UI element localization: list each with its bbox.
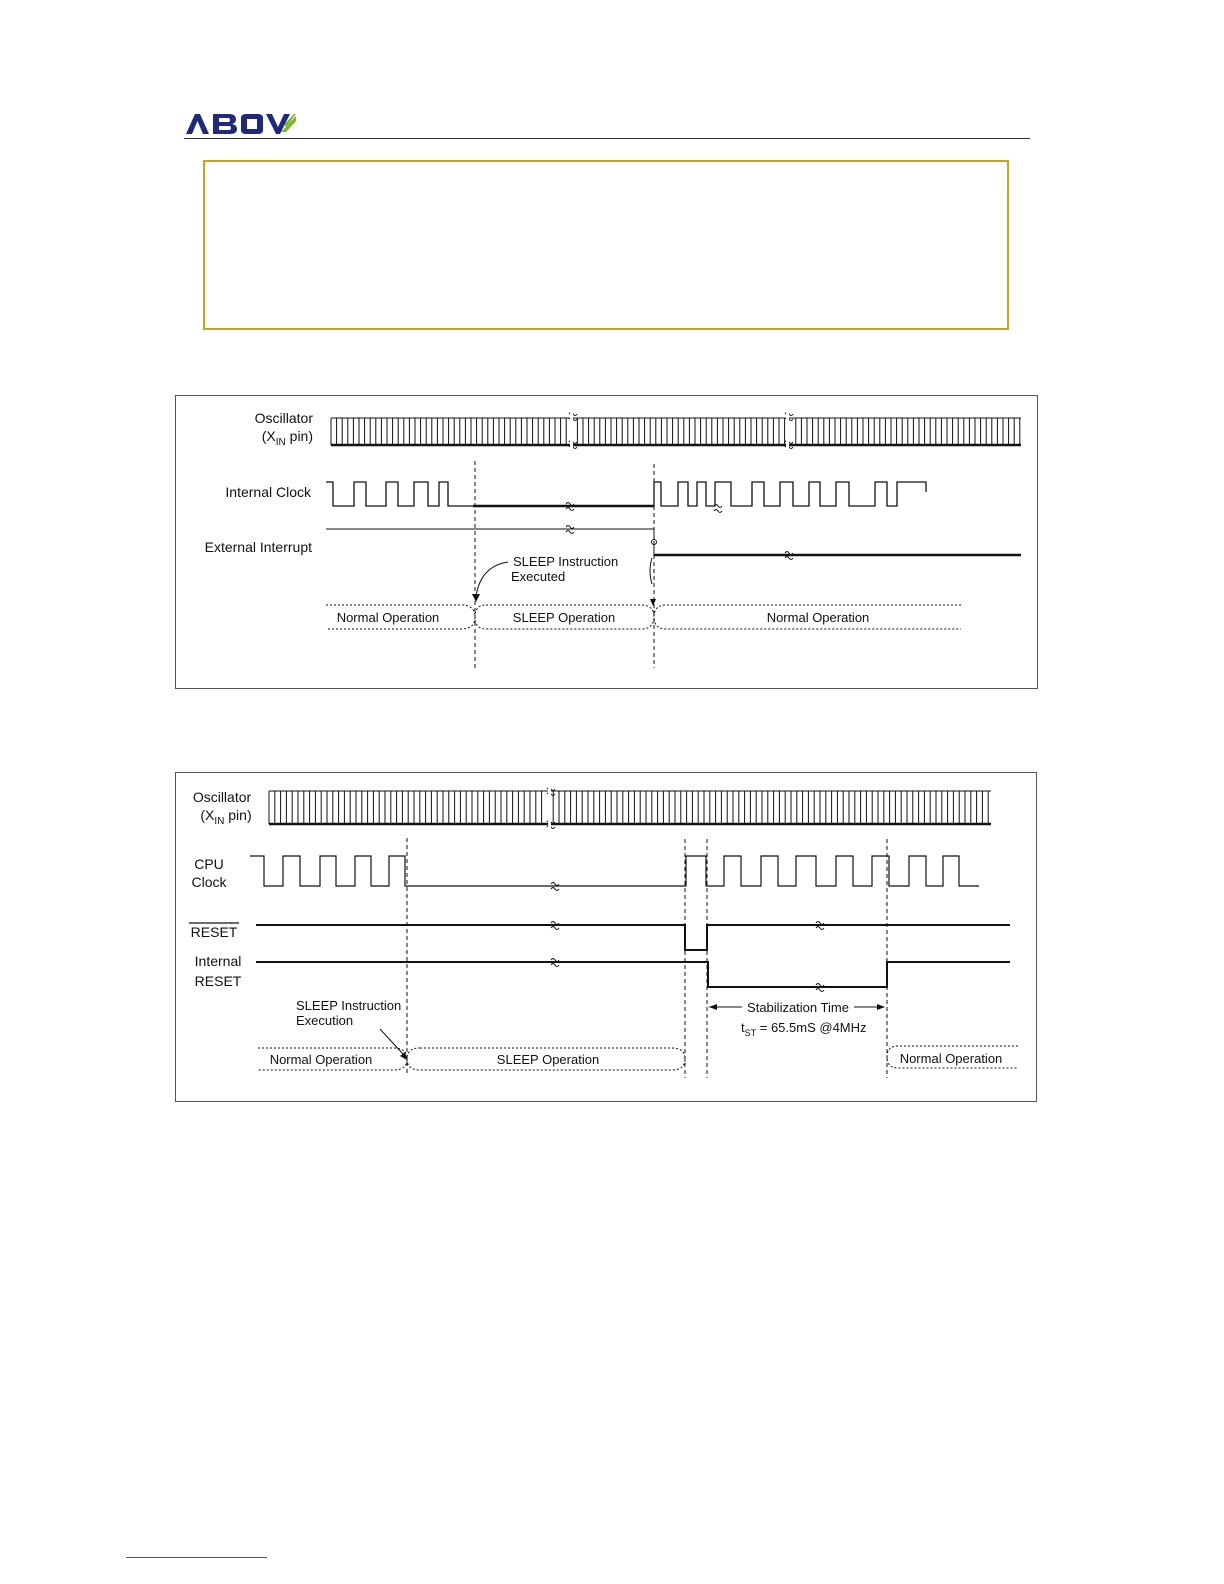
arrow-head — [877, 1004, 885, 1010]
reset-label: RESET — [190, 924, 238, 940]
internal-clock-waveform — [326, 482, 926, 506]
phase-sleep-operation: SLEEP Operation — [512, 610, 616, 625]
phase-normal-operation-1: Normal Operation — [269, 1052, 373, 1067]
oscillator-label-line1: Oscillator — [254, 410, 313, 426]
note-box — [203, 160, 1009, 330]
interrupt-wake-arrow — [650, 558, 652, 584]
stabilization-time-label: Stabilization Time — [747, 1000, 849, 1015]
abov-logo — [186, 112, 296, 136]
sleep-instruction-arrow — [476, 562, 508, 596]
sleep-instruction-note-line1: SLEEP Instruction — [296, 998, 402, 1013]
header-rule — [184, 138, 1030, 139]
internal-reset-label-line1: Internal — [194, 953, 242, 969]
timing-diagram-sleep-release-by-reset — [175, 772, 1037, 1102]
phase-normal-operation-1: Normal Operation — [336, 610, 440, 625]
internal-reset-label-line2: RESET — [194, 973, 242, 989]
timing-diagram-sleep-release-by-interrupt — [175, 395, 1038, 689]
oscillator-waveform — [331, 418, 1021, 445]
cpu-clock-label-line2: Clock — [191, 874, 227, 890]
reset-pin-waveform — [256, 925, 1010, 950]
oscillator-waveform — [269, 791, 991, 824]
phase-sleep-operation: SLEEP Operation — [496, 1052, 600, 1067]
oscillator-label — [255, 410, 314, 448]
sleep-instruction-note-line2: Executed — [511, 569, 566, 584]
cpu-clock-waveform — [250, 856, 979, 886]
arrow-head — [709, 1004, 717, 1010]
arrow-head — [650, 599, 656, 606]
sleep-instruction-note-line1: SLEEP Instruction — [513, 554, 619, 569]
cpu-clock-label-line1: CPU — [194, 856, 224, 872]
break-gap — [786, 410, 789, 452]
xin-pin-label: ($X_{IN}$ pin) — [200, 807, 252, 827]
phase-normal-operation-2: Normal Operation — [766, 610, 870, 625]
xin-pin-label: ($X_{IN}$ pin) — [261, 428, 313, 448]
break-gap — [548, 785, 551, 829]
oscillator-label-line1: Oscillator — [192, 789, 252, 805]
sleep-instruction-arrow — [380, 1029, 403, 1054]
tst-formula: $t_{ST} = 65.5mS$ @4MHz — [741, 1020, 867, 1038]
internal-reset-waveform — [256, 962, 1010, 987]
external-interrupt-label: External Interrupt — [204, 539, 312, 555]
break-gap — [570, 410, 573, 452]
phase-normal-operation-2: Normal Operation — [899, 1051, 1003, 1066]
footer-link-rule — [126, 1557, 267, 1558]
sleep-instruction-note-line2: Execution — [296, 1013, 354, 1028]
arrow-head — [472, 594, 480, 602]
internal-clock-label: Internal Clock — [225, 484, 311, 500]
